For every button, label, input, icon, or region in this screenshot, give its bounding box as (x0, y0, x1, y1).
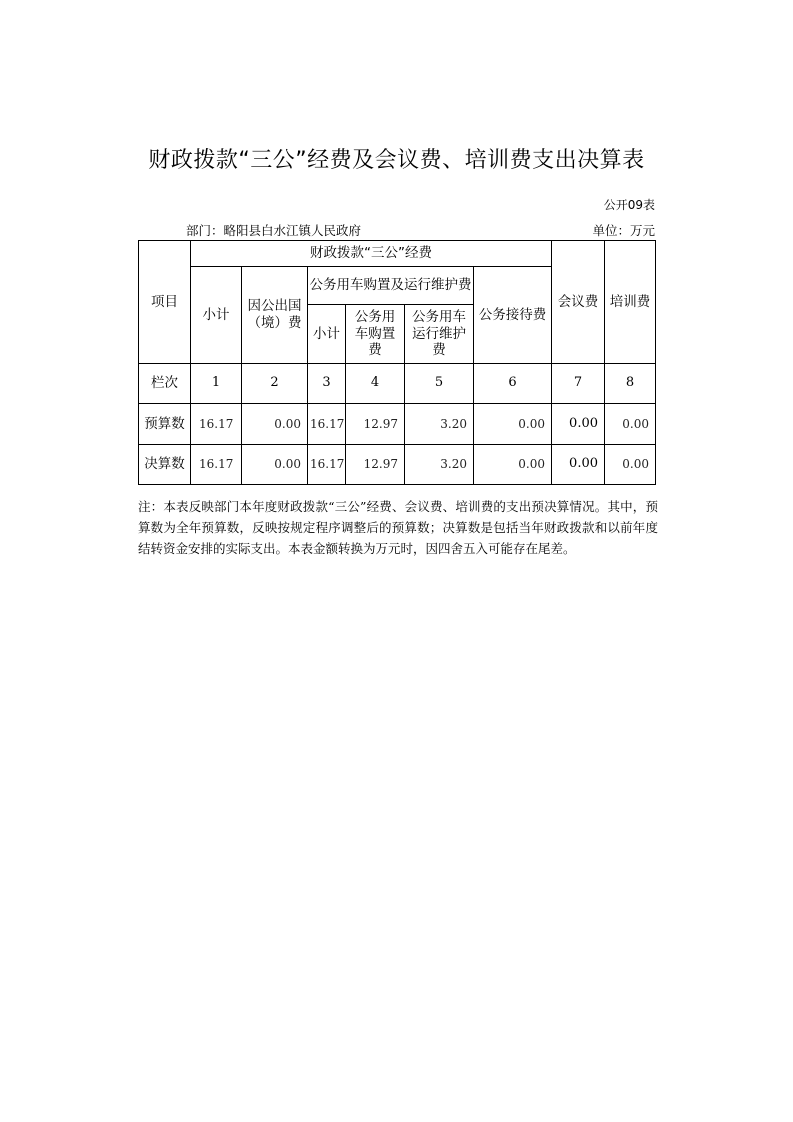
column-number-label: 栏次 (139, 364, 191, 404)
cell-value: 0.00 (242, 445, 308, 485)
cell-value: 16.17 (191, 404, 242, 445)
header-vehicle-group: 公务用车购置及运行维护费 (308, 267, 474, 305)
column-number: 2 (242, 364, 308, 404)
header-three-public: 财政拨款“三公”经费 (191, 241, 552, 267)
department-label: 部门：略阳县白水江镇人民政府 (186, 223, 362, 238)
cell-value: 0.00 (474, 404, 552, 445)
cell-value: 16.17 (308, 404, 346, 445)
footnote: 注：本表反映部门本年度财政拨款“三公”经费、会议费、培训费的支出预决算情况。其中，预算数为全年预算数，反映按规定程序调整后的预算数；决算数是包括当年财政拨款和以前年度结转资金安排的实际支出。本表金额转换为万元时，因四舍五入可能存在尾差。 (138, 499, 658, 556)
header-training: 培训费 (605, 241, 656, 364)
cell-value: 3.20 (405, 404, 474, 445)
expense-table (138, 240, 656, 485)
cell-value: 12.97 (346, 404, 405, 445)
column-number: 7 (552, 364, 605, 404)
cell-value: 0.00 (552, 445, 605, 485)
header-abroad: 因公出国（境）费 (242, 267, 308, 364)
header-vehicle-subtotal: 小计 (308, 305, 346, 364)
column-number: 5 (405, 364, 474, 404)
table-row (139, 445, 656, 485)
cell-value: 12.97 (346, 445, 405, 485)
header-subtotal: 小计 (191, 267, 242, 364)
cell-value: 16.17 (308, 445, 346, 485)
column-number: 4 (346, 364, 405, 404)
form-code: 公开09表 (603, 198, 655, 212)
cell-value: 0.00 (552, 404, 605, 445)
column-number: 1 (191, 364, 242, 404)
cell-value: 0.00 (605, 445, 656, 485)
table-row (139, 404, 656, 445)
header-reception: 公务接待费 (474, 267, 552, 364)
column-number: 6 (474, 364, 552, 404)
column-number: 8 (605, 364, 656, 404)
cell-value: 0.00 (242, 404, 308, 445)
header-vehicle-purchase: 公务用车购置费 (346, 305, 405, 364)
page-title: 财政拨款“三公”经费及会议费、培训费支出决算表 (148, 148, 645, 173)
cell-value: 0.00 (474, 445, 552, 485)
cell-value: 3.20 (405, 445, 474, 485)
column-number: 3 (308, 364, 346, 404)
unit-label: 单位：万元 (592, 223, 655, 238)
header-meeting: 会议费 (552, 241, 605, 364)
row-label-actual: 决算数 (139, 445, 191, 485)
header-vehicle-operation: 公务用车运行维护费 (405, 305, 474, 364)
cell-value: 0.00 (605, 404, 656, 445)
row-label-budget: 预算数 (139, 404, 191, 445)
cell-value: 16.17 (191, 445, 242, 485)
header-item: 项目 (139, 241, 191, 364)
